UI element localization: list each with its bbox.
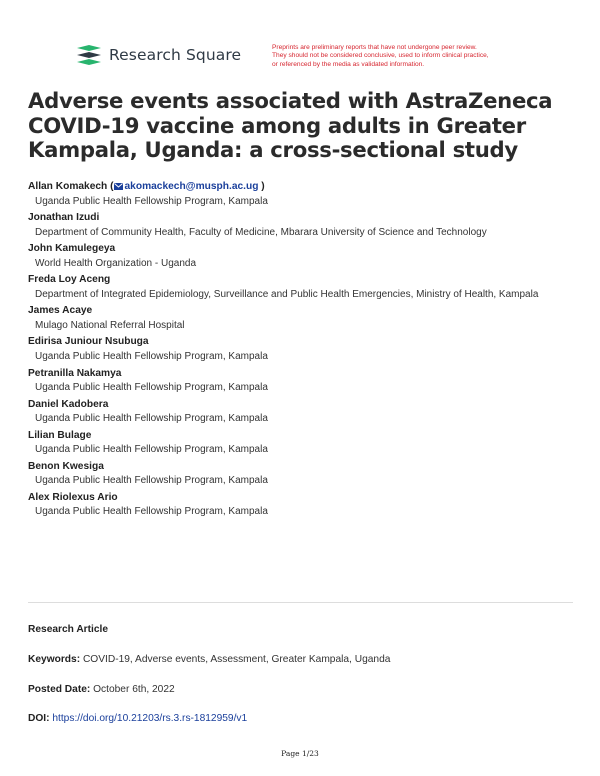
paper-title: Adverse events associated with AstraZeneca COVID-19 vaccine among adults in Greater Kampala, Uganda: a cross-sectional study: [28, 88, 553, 162]
author-name: Benon Kwesiga: [28, 460, 104, 472]
author-affiliation: Uganda Public Health Fellowship Program, Kampala: [35, 195, 268, 207]
author-affiliation: Uganda Public Health Fellowship Program, Kampala: [35, 444, 268, 456]
author-entry: Allan Komakech ( akomackech@musph.ac.ug ) Uganda Public Health Fellowship Program, Kampala: [28, 180, 576, 210]
doi-link[interactable]: https://doi.org/10.21203/rs.3.rs-1812959/v1: [52, 713, 248, 724]
author-entry: [28, 304, 576, 334]
author-affiliation: Uganda Public Health Fellowship Program, Kampala: [35, 506, 268, 518]
research-square-logo[interactable]: [75, 44, 241, 66]
author-email: akomackech@musph.ac.ug: [124, 181, 259, 192]
author-affiliation: Department of Integrated Epidemiology, Surveillance and Public Health Emergencies, Ministry of Health, Kampala: [35, 288, 539, 300]
keywords: [28, 654, 576, 665]
author-entry: [28, 242, 576, 272]
preprint-notice: [272, 44, 592, 69]
doi-label: DOI:: [28, 713, 50, 724]
author-entry: [28, 398, 576, 428]
author-entry: [28, 335, 576, 365]
author-affiliation: Uganda Public Health Fellowship Program, Kampala: [35, 350, 268, 362]
author-affiliation: Mulago National Referral Hospital: [35, 319, 185, 331]
author-name: Daniel Kadobera: [28, 398, 109, 410]
page-number: Page 1/23: [281, 749, 319, 758]
author-entry: [28, 491, 576, 521]
posted-date-label: Posted Date:: [28, 684, 91, 695]
author-affiliation: Uganda Public Health Fellowship Program, Kampala: [35, 413, 268, 425]
notice-line: Preprints are preliminary reports that have not undergone peer review.: [272, 44, 477, 51]
posted-date-value: October 6th, 2022: [93, 684, 175, 695]
research-square-logo-icon: [75, 44, 103, 66]
author-affiliation: Uganda Public Health Fellowship Program, Kampala: [35, 382, 268, 394]
author-list: [28, 180, 576, 522]
article-type: Research Article: [28, 624, 109, 635]
header: [75, 44, 572, 80]
author-name: Edirisa Juniour Nsubuga: [28, 336, 149, 348]
author-entry: [28, 429, 576, 459]
author-email-link[interactable]: [114, 181, 259, 192]
author-name: Alex Riolexus Ario: [28, 491, 118, 503]
author-name: Jonathan Izudi: [28, 212, 100, 224]
author-name: Lilian Bulage: [28, 429, 92, 441]
author-affiliation: World Health Organization - Uganda: [35, 257, 197, 269]
logo-text: [109, 46, 241, 64]
author-name: James Acaye: [28, 305, 93, 317]
keywords-label: Keywords:: [28, 654, 81, 665]
author-entry: [28, 211, 576, 241]
author-name: Freda Loy Aceng: [28, 274, 111, 286]
mail-icon: [114, 183, 123, 190]
author-name: John Kamulegeya: [28, 243, 116, 255]
doi: [28, 713, 576, 724]
author-entry: [28, 367, 576, 397]
brand-name: Research: [109, 46, 181, 64]
author-affiliation: Uganda Public Health Fellowship Program, Kampala: [35, 475, 268, 487]
posted-date: [28, 684, 576, 695]
brand-accent: Square: [185, 46, 242, 64]
keywords-value: COVID-19, Adverse events, Assessment, Greater Kampala, Uganda: [82, 654, 391, 665]
section-divider: [28, 602, 573, 603]
notice-line: They should not be considered conclusive, used to inform clinical practice,: [272, 52, 489, 60]
notice-line: or referenced by the media as validated information.: [272, 60, 425, 68]
author-entry: [28, 460, 576, 490]
author-affiliation: Department of Community Health, Faculty of Medicine, Mbarara University of Science and Technology: [35, 226, 487, 238]
author-name: Allan Komakech: [28, 181, 108, 192]
author-entry: [28, 273, 576, 303]
author-name: Petranilla Nakamya: [28, 367, 122, 379]
